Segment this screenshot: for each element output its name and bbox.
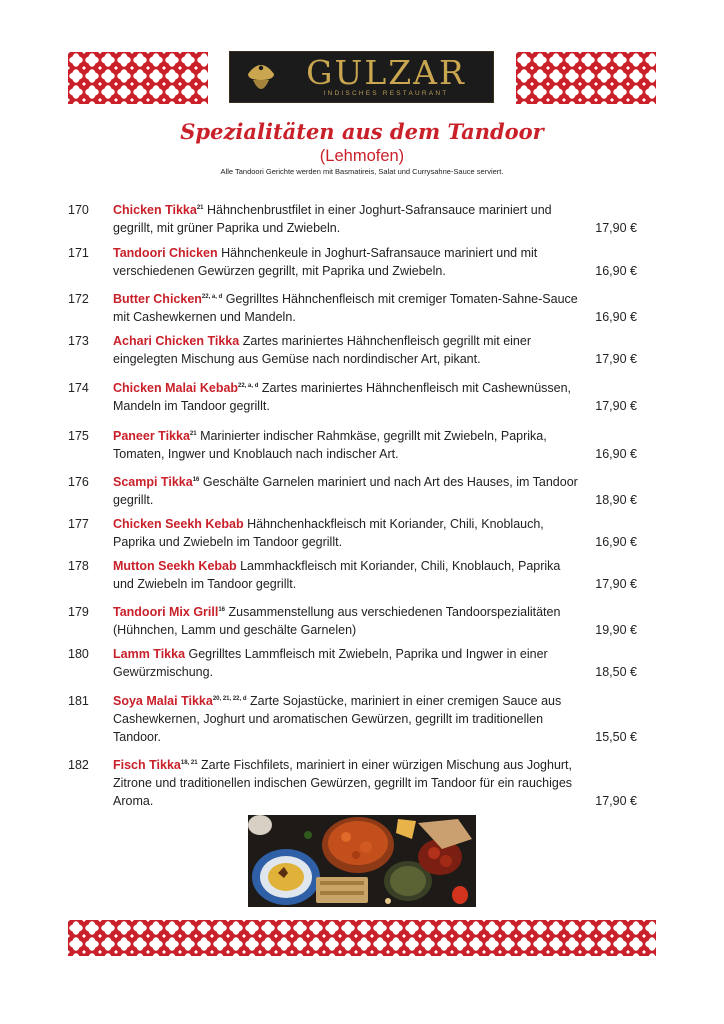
item-allergens: 16 — [218, 606, 226, 613]
food-photo — [248, 815, 476, 907]
item-text: Gegrilltes Hähnchenfleisch mit cremiger Tomaten-Sahne-Sauce mit Cashewkernen und Mandeln. — [113, 292, 578, 324]
item-number: 182 — [68, 758, 89, 772]
page-title: Spezialitäten aus dem Tandoor — [180, 119, 544, 144]
item-allergens: 16 — [192, 476, 200, 483]
item-price: 17,90 € — [595, 577, 637, 591]
page-subtitle: (Lehmofen) — [319, 147, 405, 165]
item-number: 179 — [68, 605, 89, 619]
food-photo-illustration — [248, 815, 476, 907]
item-price: 19,90 € — [595, 623, 637, 637]
item-name: Paneer Tikka — [113, 429, 190, 443]
item-text: Lammhackfleisch mit Koriander, Chili, Knoblauch, Paprika und Zwiebeln im Tandoor gegrillt. — [113, 559, 561, 591]
item-price: 16,90 € — [595, 447, 637, 461]
item-number: 172 — [68, 292, 89, 306]
item-description — [113, 290, 583, 326]
decorative-pattern-left — [68, 52, 208, 104]
item-number: 175 — [68, 429, 89, 443]
item-description — [113, 603, 583, 639]
item-name: Fisch Tikka — [113, 758, 181, 772]
item-name: Mutton Seekh Kebab — [113, 559, 237, 573]
item-name: Butter Chicken — [113, 292, 202, 306]
item-price: 17,90 € — [595, 352, 637, 366]
item-price: 16,90 € — [595, 310, 637, 324]
item-description — [113, 427, 583, 463]
item-number: 177 — [68, 517, 89, 531]
item-price: 18,50 € — [595, 665, 637, 679]
item-text: Geschälte Garnelen mariniert und nach Art des Hauses, im Tandoor gegrillt. — [113, 475, 578, 507]
item-number: 171 — [68, 246, 89, 260]
item-text: Gegrilltes Lammfleisch mit Zwiebeln, Paprika und Ingwer in einer Gewürzmischung. — [113, 647, 548, 679]
item-price: 15,50 € — [595, 730, 637, 744]
item-allergens: 21 — [196, 204, 204, 211]
item-number: 173 — [68, 334, 89, 348]
item-description — [113, 244, 583, 280]
item-number: 180 — [68, 647, 89, 661]
item-price: 16,90 € — [595, 535, 637, 549]
item-number: 170 — [68, 203, 89, 217]
item-allergens: 18, 21 — [180, 759, 198, 766]
serving-note: Alle Tandoori Gerichte werden mit Basmatireis, Salat und Currysahne-Sauce serviert. — [220, 167, 504, 176]
item-description — [113, 379, 583, 415]
item-number: 178 — [68, 559, 89, 573]
item-text: Zarte Sojastücke, mariniert in einer cremigen Sauce aus Cashewkernen, Joghurt und aromatischen Gewürzen, gegrillt im traditionellen Tandoor. — [113, 694, 562, 744]
item-price: 17,90 € — [595, 221, 637, 235]
item-number: 181 — [68, 694, 89, 708]
item-price: 17,90 € — [595, 794, 637, 808]
item-description — [113, 515, 583, 551]
item-name: Chicken Malai Kebab — [113, 381, 239, 395]
item-description — [113, 473, 583, 509]
item-name: Soya Malai Tikka — [113, 694, 213, 708]
item-allergens: 22, a, d — [201, 293, 223, 300]
item-name: Tandoori Chicken — [113, 246, 218, 260]
item-name: Chicken Tikka — [113, 203, 197, 217]
item-description — [113, 557, 583, 593]
logo-name: GULZAR — [306, 53, 466, 92]
decorative-pattern-bottom — [68, 920, 656, 956]
item-description — [113, 692, 583, 746]
item-price: 17,90 € — [595, 399, 637, 413]
item-text: Hähnchenhackfleisch mit Koriander, Chili, Knoblauch, Paprika und Zwiebeln im Tandoor gegrillt. — [113, 517, 544, 549]
item-number: 176 — [68, 475, 89, 489]
item-name: Lamm Tikka — [113, 647, 186, 661]
item-text: Zartes mariniertes Hähnchenfleisch gegrillt mit einer eingelegten Mischung aus Gemüse nach nordindischer Art, pikant. — [113, 334, 532, 366]
item-price: 18,90 € — [595, 493, 637, 507]
restaurant-logo — [229, 51, 494, 103]
item-name: Tandoori Mix Grill — [113, 605, 219, 619]
item-text: Zartes mariniertes Hähnchenfleisch mit Cashewnüssen, Mandeln im Tandoor gegrillt. — [113, 381, 572, 413]
item-description — [113, 645, 583, 681]
item-text: Zusammenstellung aus verschiedenen Tandoorspezialitäten (Hühnchen, Lamm und geschälte Garnelen) — [113, 605, 561, 637]
item-number: 174 — [68, 381, 89, 395]
item-text: Hähnchenbrustfilet in einer Joghurt-Safransauce mariniert und gegrillt, mit grüner Paprika und Zwiebeln. — [113, 203, 552, 235]
item-allergens: 21 — [189, 430, 197, 437]
turban-emblem-icon — [244, 58, 278, 98]
item-price: 16,90 € — [595, 264, 637, 278]
item-description — [113, 201, 583, 237]
item-text: Marinierter indischer Rahmkäse, gegrillt mit Zwiebeln, Paprika, Tomaten, Ingwer und Knoblauch nach indischer Art. — [113, 429, 547, 461]
item-text: Zarte Fischfilets, mariniert in einer würzigen Mischung aus Joghurt, Zitrone und traditionellen indischen Gewürzen, gegrillt im Tandoor für ein rauchiges Aroma. — [113, 758, 573, 808]
item-name: Achari Chicken Tikka — [113, 334, 240, 348]
item-description — [113, 756, 583, 810]
logo-subtitle: INDISCHES RESTAURANT — [323, 90, 449, 97]
item-allergens: 22, a, d — [238, 382, 259, 389]
item-allergens: 20, 21, 22, d — [212, 695, 247, 702]
item-description — [113, 332, 583, 368]
item-name: Scampi Tikka — [113, 475, 193, 489]
item-name: Chicken Seekh Kebab — [113, 517, 244, 531]
decorative-pattern-right — [516, 52, 656, 104]
item-text: Hähnchenkeule in Joghurt-Safransauce mariniert und mit verschiedenen Gewürzen gegrillt, mit Paprika und Zwiebeln. — [113, 246, 538, 278]
